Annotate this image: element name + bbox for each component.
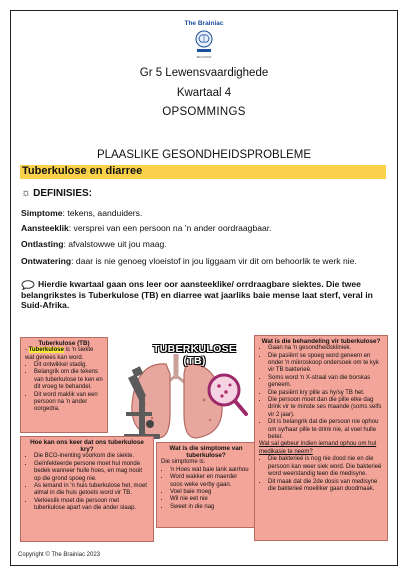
definition-text: : tekens, aanduiders. xyxy=(62,208,143,218)
tb-intro-rest: is 'n siekte wat genees kan word. xyxy=(25,347,94,361)
list-item: • Dit ontwikkel stadig. xyxy=(34,362,103,369)
treatment-box xyxy=(254,335,388,541)
illustration-title-line: (TB) xyxy=(183,355,206,367)
list-item: • Die pasiënt kry pille as hy/sy TB het. xyxy=(268,390,383,397)
treatment-subheading: Wat sal gebeur indien iemand ophou om hul medikasie te neem? xyxy=(259,441,377,455)
definition-item xyxy=(21,239,167,249)
definition-term: Simptome xyxy=(21,208,63,218)
list-item: • Geïnfekteerde persone moet hul monde bedek wanneer hulle hoes, en mag nooit op die grond spoeg nie. xyxy=(34,461,149,483)
list-item: • Soms word 'n X-straal van die borskas geneem. xyxy=(268,375,383,390)
list-item: • Voel baie moeg xyxy=(170,489,251,496)
list-item: • Word wakker en maerder soos weke verby gaan. xyxy=(170,474,251,489)
definition-item xyxy=(21,256,357,266)
list-item: • Die bakterieë is nog nie dood nie en die persoon kan weer siek word. Die bakterieë word weerstandig teen die medisyne. xyxy=(268,456,383,478)
illustration-title xyxy=(153,343,236,367)
speech-bubble-icon xyxy=(21,280,35,290)
prevention-box xyxy=(20,436,154,542)
list-item: • Gaan na 'n gesondheidskliniek. xyxy=(268,345,383,352)
list-item: • Sweet in die nag xyxy=(170,504,251,511)
definition-text: : versprei van een persoon na 'n ander oordraagbaar. xyxy=(68,223,272,233)
tb-box xyxy=(20,337,108,433)
treatment-list-2 xyxy=(259,456,383,493)
tb-intro-prefix: - xyxy=(25,347,29,354)
definitions-heading-label: DEFINISIES: xyxy=(33,188,92,199)
list-item: • Dit is belangrik dat die persoon nie ophou om sy/haar pille te drink nie, al voel hulle beter. xyxy=(268,419,383,441)
definition-term: Ontlasting xyxy=(21,239,64,249)
grade-title: Gr 5 Lewensvaardighede xyxy=(139,67,269,79)
illustration-title-line: TUBERKULOSE xyxy=(153,343,237,355)
definition-item xyxy=(21,208,142,218)
prevention-list xyxy=(25,453,149,512)
prevention-box-heading: Hoe kan ons keer dat ons tuberkulose kry? xyxy=(30,439,144,454)
tb-intro xyxy=(25,347,103,362)
list-item: • Belangrik om die tekens van tuberkulose te ken en dit vroeg te behandel. xyxy=(34,369,103,391)
list-item: • Die BCG-inenting voorkom die siekte. xyxy=(34,453,149,460)
list-item: • Wil nie eet nie xyxy=(170,496,251,503)
symptoms-intro: Die simptome is: xyxy=(161,459,206,466)
list-item: • 'n Hoes wat baie lank aanhou xyxy=(170,467,251,474)
term-title: Kwartaal 4 xyxy=(176,87,232,99)
definition-term: Aansteeklik xyxy=(21,223,69,233)
topic-band xyxy=(20,165,386,179)
list-item: • Dit word maklik van een persoon na 'n ander oorgedra. xyxy=(34,392,103,414)
sun-icon: ☼ xyxy=(21,187,32,199)
summary-title: OPSOMMINGS xyxy=(162,106,246,118)
topic-band-label: Tuberkulose en diarree xyxy=(22,165,143,177)
logo-caption: EDUCATION xyxy=(196,56,212,59)
symptoms-box xyxy=(156,442,256,528)
section-title: PLAASLIKE GESONDHEIDSPROBLEME xyxy=(96,149,312,161)
definition-term: Ontwatering xyxy=(21,256,72,266)
treatment-list xyxy=(259,345,383,441)
tb-list xyxy=(25,362,103,414)
definitions-heading xyxy=(21,187,92,199)
symptoms-box-heading: Wat is die simptome van tuberkulose? xyxy=(169,445,243,460)
treatment-box-heading: Wat is die behandeling vir tuberkulose? xyxy=(261,338,381,345)
symptoms-list xyxy=(161,467,251,511)
copyright: Copyright © The Brainiac 2023 xyxy=(18,552,101,558)
brand-name: The Brainiac xyxy=(184,20,224,27)
brain-logo-icon xyxy=(193,30,215,56)
list-item: • As iemand in 'n huis tuberkulose het, moet almal in die huis getoets word vir TB. xyxy=(34,483,149,498)
list-item: • Die pasiënt se spoeg word geneem en onder 'n mikroskoop ondersoek om te kyk vir TB bakterieë. xyxy=(268,353,383,375)
list-item: • Verkieslik moet die persoon met tuberkulose apart van die ander slaap. xyxy=(34,498,149,513)
tb-intro-highlight: Tuberkulose xyxy=(28,347,64,354)
definition-text: : daar is nie genoeg vloeistof in jou liggaam vir dit om behoorlik te werk nie. xyxy=(71,256,357,266)
intro-note-text: Hierdie kwartaal gaan ons leer oor aansteeklike/ orrdraagbare siektes. Die twee belangrikstes is Tuberkulose (TB) en diarree wat jaarliks baie mense laat sterf, veral in Suid-Afrika. xyxy=(21,279,373,311)
tb-box-heading: Tuberkulose (TB) xyxy=(38,340,90,347)
list-item: • Die persoon moet dan die pille elke dag drink vir te minste ses maande (soms selfs vir 2 jaar). xyxy=(268,397,383,419)
list-item: • Dit maak dat die 2de dosis van medisyne die bakterieë moeiliker gaan doodmaak. xyxy=(268,479,383,494)
definition-item xyxy=(21,223,272,233)
definition-text: : afvalstowwe uit jou maag. xyxy=(63,239,167,249)
intro-note xyxy=(21,279,389,311)
